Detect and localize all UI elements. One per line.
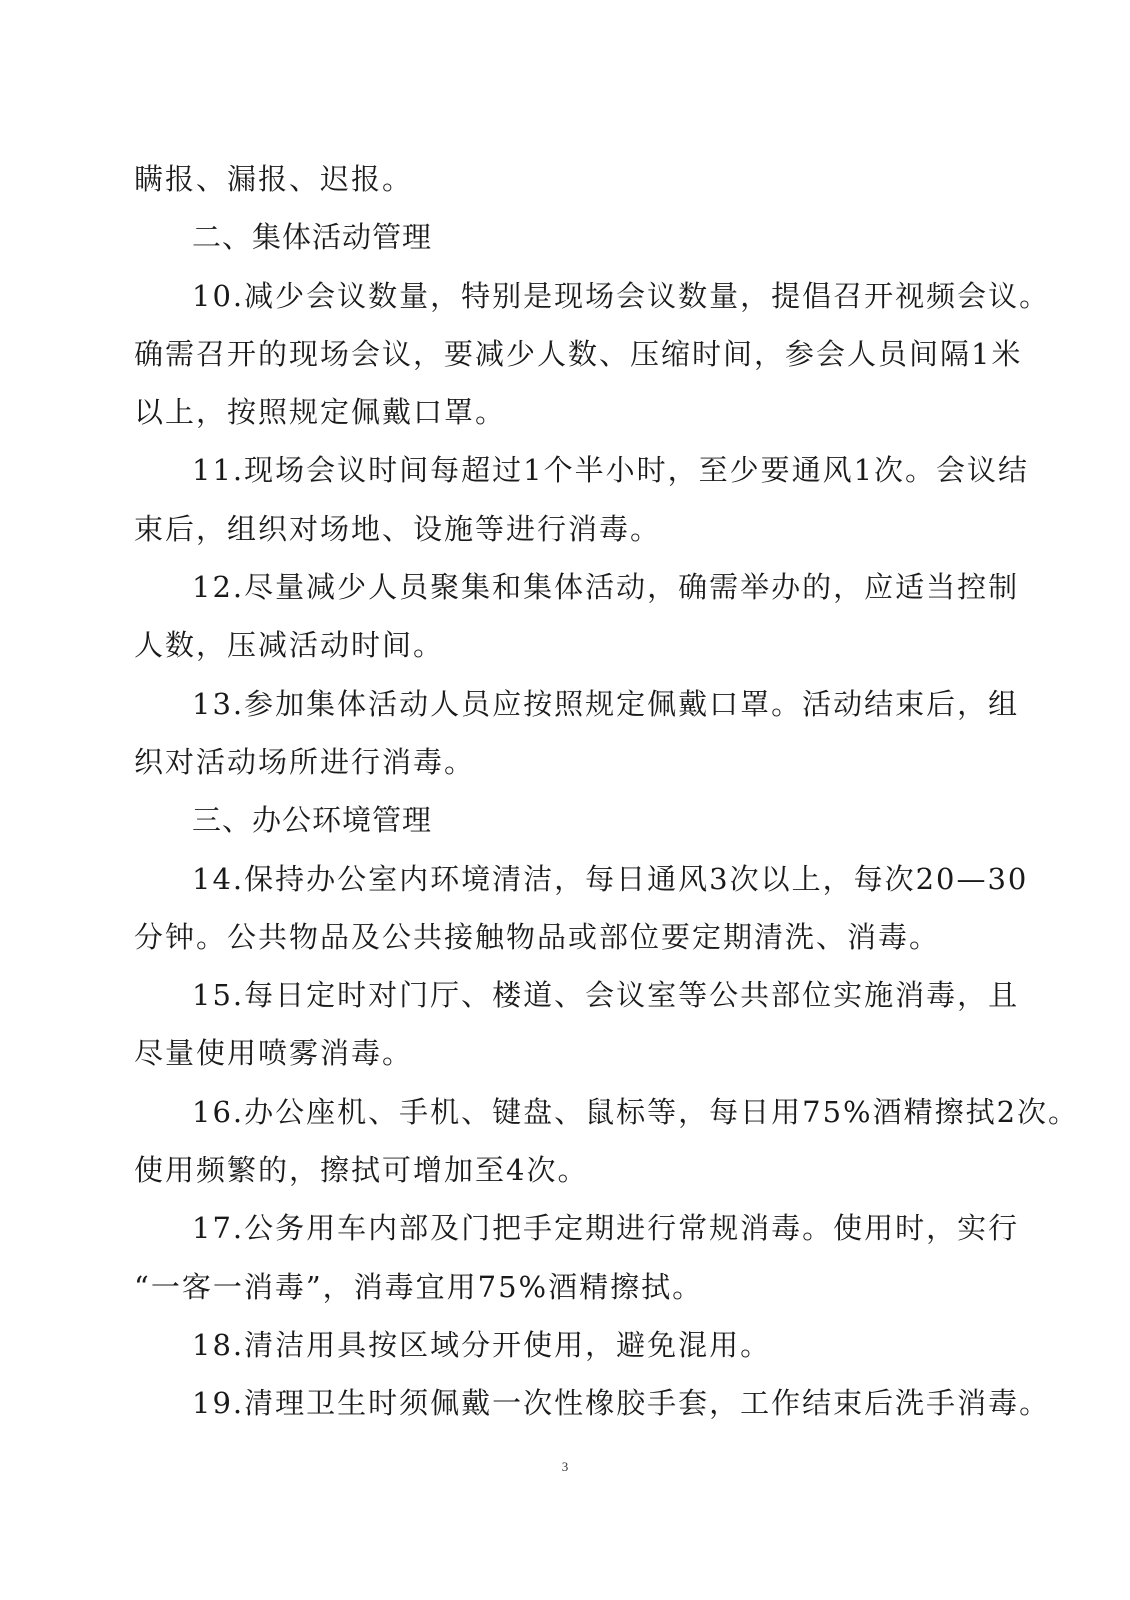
- body-line: 以上，按照规定佩戴口罩。: [134, 395, 507, 430]
- body-line: 使用频繁的，擦拭可增加至4次。: [134, 1153, 589, 1188]
- item-18-line: 18.清洁用具按区域分开使用，避免混用。: [192, 1327, 772, 1362]
- item-14-line: 14.保持办公室内环境清洁，每日通风3次以上，每次20—30: [192, 861, 1029, 896]
- body-line: 确需召开的现场会议，要减少人数、压缩时间，参会人员间隔1米: [134, 336, 1023, 371]
- section-heading-collective-activities: 二、集体活动管理: [192, 220, 433, 255]
- item-15-line: 15.每日定时对门厅、楼道、会议室等公共部位实施消毒，且: [192, 978, 1020, 1013]
- body-line: 尽量使用喷雾消毒。: [134, 1036, 414, 1071]
- item-12-line: 12.尽量减少人员聚集和集体活动，确需举办的，应适当控制: [192, 570, 1020, 605]
- document-body: [134, 150, 1080, 1433]
- section-heading-office-environment: 三、办公环境管理: [192, 803, 433, 838]
- page-number: 3: [561, 1459, 569, 1474]
- body-line: 人数，压减活动时间。: [134, 628, 445, 663]
- body-line: “一客一消毒”，消毒宜用75%酒精擦拭。: [134, 1269, 704, 1304]
- item-16-line: 16.办公座机、手机、键盘、鼠标等，每日用75%酒精擦拭2次。: [192, 1094, 1080, 1129]
- item-19-line: 19.清理卫生时须佩戴一次性橡胶手套，工作结束后洗手消毒。: [192, 1386, 1051, 1421]
- body-line: 分钟。公共物品及公共接触物品或部位要定期清洗、消毒。: [134, 919, 941, 954]
- body-line: 瞒报、漏报、迟报。: [134, 162, 414, 196]
- body-line: 织对活动场所进行消毒。: [134, 744, 476, 779]
- item-13-line: 13.参加集体活动人员应按照规定佩戴口罩。活动结束后，组: [192, 686, 1020, 721]
- item-17-line: 17.公务用车内部及门把手定期进行常规消毒。使用时，实行: [192, 1211, 1020, 1246]
- item-11-line: 11.现场会议时间每超过1个半小时，至少要通风1次。会议结: [192, 453, 1030, 488]
- body-line: 束后，组织对场地、设施等进行消毒。: [134, 511, 662, 546]
- item-10-line: 10.减少会议数量，特别是现场会议数量，提倡召开视频会议。: [192, 278, 1051, 313]
